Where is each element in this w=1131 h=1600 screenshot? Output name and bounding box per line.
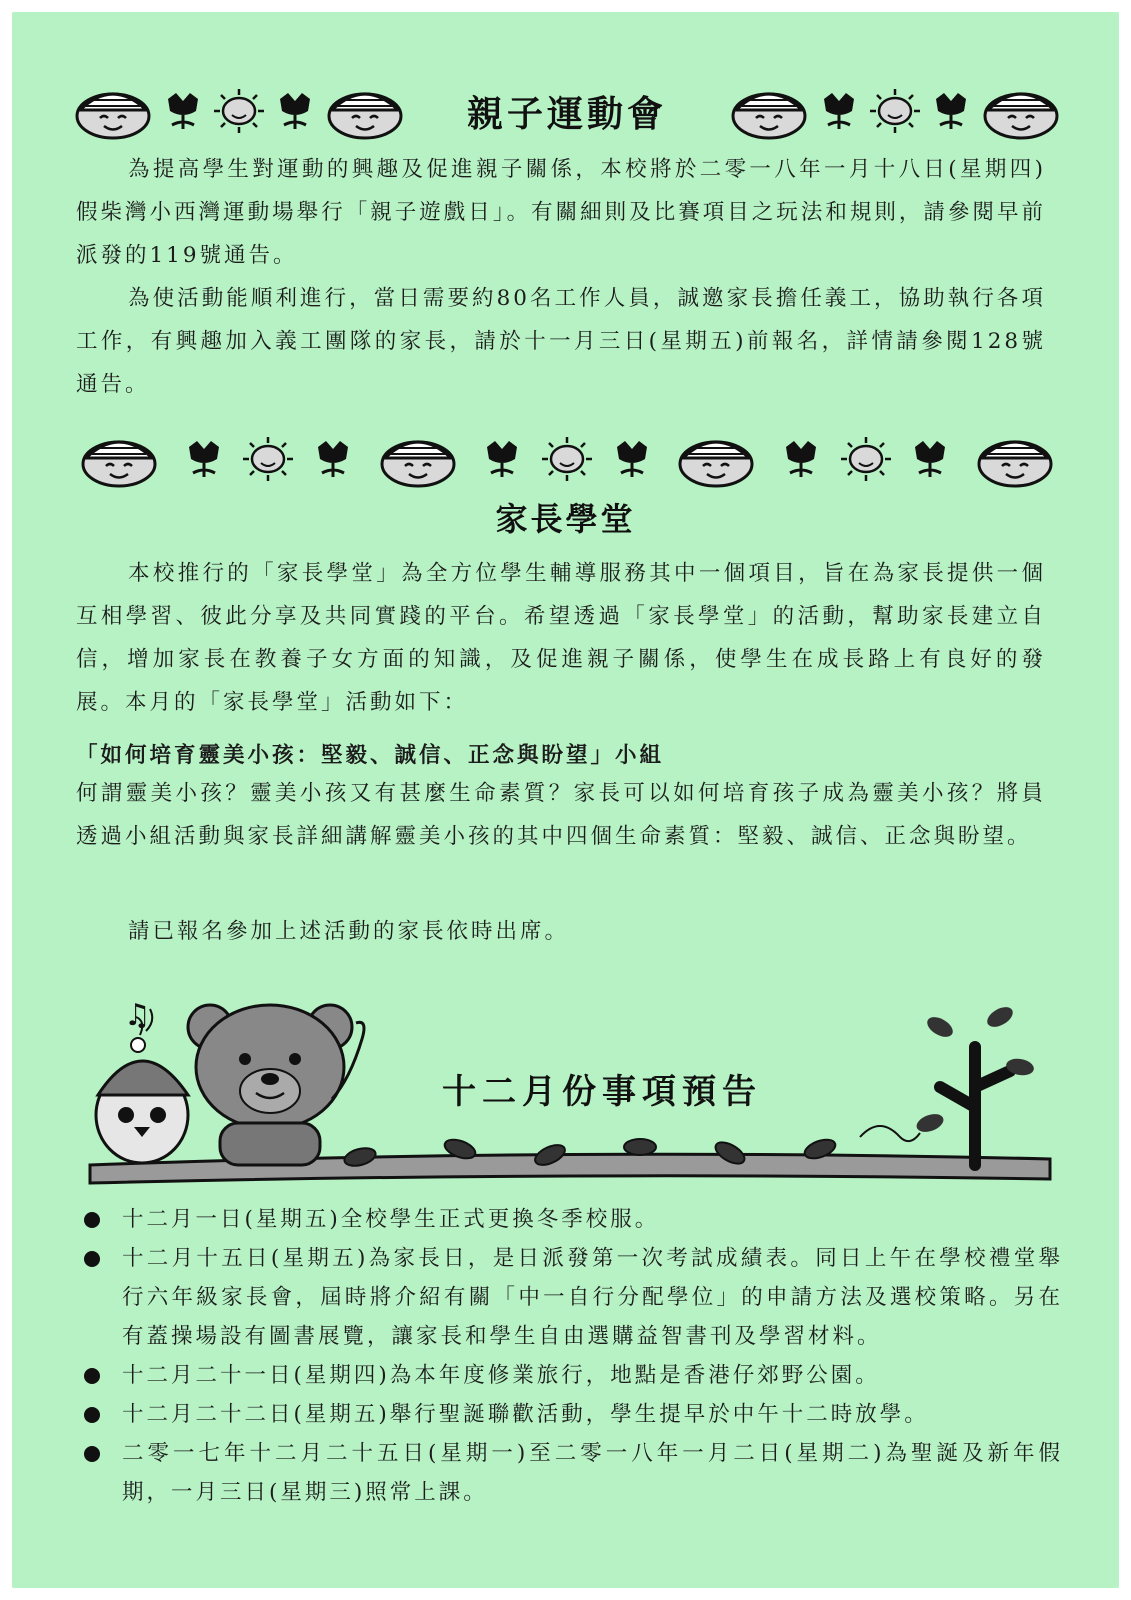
child-face-icon bbox=[72, 82, 154, 140]
december-event-list bbox=[78, 1200, 1063, 1512]
sports-day-title: 親子運動會 bbox=[466, 93, 667, 135]
event-text: 十二月十五日(星期五)為家長日，是日派發第一次考試成績表。同日上午在學校禮堂舉行六年級家長會，屆時將介紹有關「中一自行分配學位」的申請方法及選校策略。另在有蓋操場設有圖書展覽，讓家長和學生自由選購益智書刊及學習材料。 bbox=[122, 1246, 1063, 1349]
child-face-icon bbox=[980, 82, 1062, 140]
event-text: 十二月一日(星期五)全校學生正式更換冬季校服。 bbox=[122, 1207, 660, 1232]
list-item bbox=[78, 1239, 1063, 1356]
list-item bbox=[78, 1434, 1063, 1512]
sun-icon bbox=[212, 87, 266, 135]
bullet-icon bbox=[84, 1407, 100, 1423]
child-face-icon bbox=[728, 82, 810, 140]
parent-academy-intro: 本校推行的「家長學堂」為全方位學生輔導服務其中一個項目，旨在為家長提供一個互相學習、彼此分享及共同實踐的平台。希望透過「家長學堂」的活動，幫助家長建立自信，增加家長在教養子女方面的知識，及促進親子關係，使學生在成長路上有良好的發展。本月的「家長學堂」活動如下： bbox=[76, 561, 1046, 715]
tulip-icon bbox=[611, 439, 653, 479]
sun-icon bbox=[540, 435, 594, 483]
child-face-icon bbox=[324, 82, 406, 140]
banner-decoration-left bbox=[72, 82, 406, 140]
svg-text:♫: ♫ bbox=[124, 998, 151, 1033]
bullet-icon bbox=[84, 1212, 100, 1228]
list-item bbox=[78, 1356, 1063, 1395]
tulip-icon bbox=[780, 439, 822, 479]
sun-icon bbox=[241, 435, 295, 483]
tree-icon bbox=[860, 1003, 1035, 1165]
event-text: 十二月二十二日(星期五)舉行聖誕聯歡活動，學生提早於中午十二時放學。 bbox=[122, 1402, 929, 1427]
tulip-icon bbox=[183, 439, 225, 479]
banner-decoration-right bbox=[728, 82, 1062, 140]
sports-day-paragraph-2: 為使活動能順利進行，當日需要約80名工作人員，誠邀家長擔任義工，協助執行各項工作，有興趣加入義工團隊的家長，請於十一月三日(星期五)前報名，詳情請參閱128號通告。 bbox=[76, 286, 1046, 397]
tulip-icon bbox=[818, 91, 860, 131]
tulip-icon bbox=[930, 91, 972, 131]
list-item bbox=[78, 1395, 1063, 1434]
tulip-icon bbox=[162, 91, 204, 131]
tulip-icon bbox=[312, 439, 354, 479]
event-text: 二零一七年十二月二十五日(星期一)至二零一八年一月二日(星期二)為聖誕及新年假期，一月三日(星期三)照常上課。 bbox=[122, 1441, 1063, 1505]
parent-academy-title: 家長學堂 bbox=[495, 500, 636, 538]
sports-day-banner bbox=[72, 74, 1062, 148]
attendance-reminder: 請已報名參加上述活動的家長依時出席。 bbox=[128, 919, 570, 944]
sports-day-paragraph-1: 為提高學生對運動的興趣及促進親子關係，本校將於二零一八年一月十八日(星期四)假柴灣小西灣運動場舉行「親子遊戲日」。有關細則及比賽項目之玩法和規則，請參閱早前派發的119號通告。 bbox=[76, 157, 1046, 268]
list-item bbox=[78, 1200, 1063, 1239]
child-face-icon bbox=[371, 430, 465, 488]
child-face-icon bbox=[968, 430, 1062, 488]
sun-icon bbox=[868, 87, 922, 135]
tulip-icon bbox=[909, 439, 951, 479]
decorative-divider bbox=[72, 422, 1062, 496]
workshop-description: 何謂靈美小孩？靈美小孩又有甚麼生命素質？家長可以如何培育孩子成為靈美小孩？將員透過小組活動與家長詳細講解靈美小孩的其中四個生命素質：堅毅、誠信、正念與盼望。 bbox=[76, 781, 1046, 849]
newsletter-page bbox=[12, 12, 1119, 1588]
workshop-title: 「如何培育靈美小孩：堅毅、誠信、正念與盼望」小組 bbox=[76, 743, 665, 768]
tulip-icon bbox=[481, 439, 523, 479]
child-face-icon bbox=[669, 430, 763, 488]
december-title: 十二月份事項預告 bbox=[442, 1072, 762, 1112]
tulip-icon bbox=[274, 91, 316, 131]
bullet-icon bbox=[84, 1446, 100, 1462]
bullet-icon bbox=[84, 1251, 100, 1267]
bear-icon bbox=[188, 1005, 364, 1165]
bullet-icon bbox=[84, 1368, 100, 1384]
sun-icon bbox=[839, 435, 893, 483]
event-text: 十二月二十一日(星期四)為本年度修業旅行，地點是香港仔郊野公園。 bbox=[122, 1363, 880, 1388]
child-face-icon bbox=[72, 430, 166, 488]
